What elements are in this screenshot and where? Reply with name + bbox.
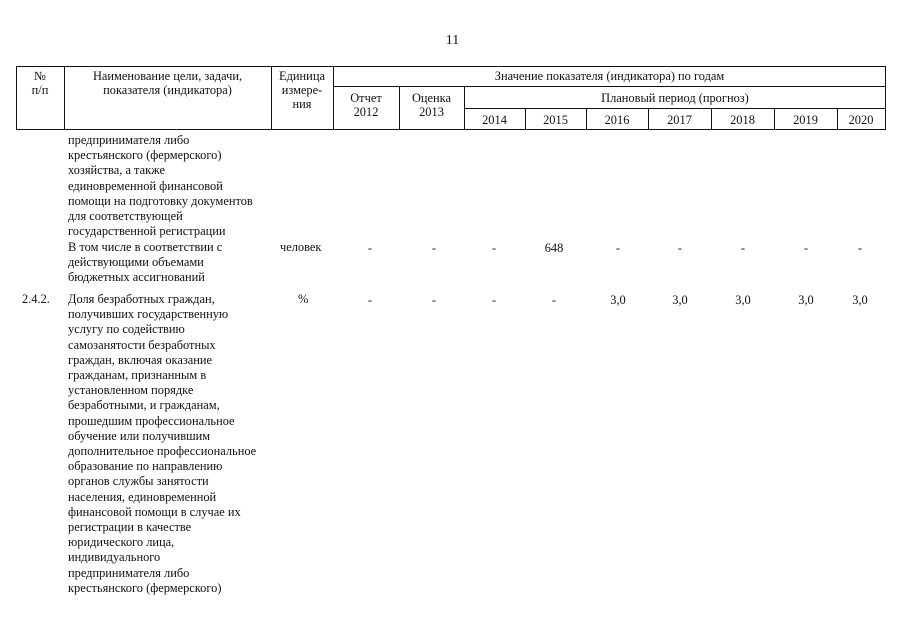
row-name-subtotal: В том числе в соответствии с действующими объемами бюджетных ассигнований bbox=[68, 240, 223, 285]
row-value-2013: - bbox=[431, 241, 437, 255]
row-value-2018: - bbox=[740, 241, 746, 255]
page-number: 11 bbox=[445, 33, 460, 48]
row-value-2019: - bbox=[803, 241, 809, 255]
header-report: Отчет 2012 bbox=[350, 91, 382, 119]
row-value-2014: - bbox=[491, 241, 497, 255]
row-value-2017: - bbox=[677, 241, 683, 255]
row-number: 2.4.2. bbox=[22, 292, 50, 306]
row-value-2016: 3,0 bbox=[610, 293, 626, 307]
row-value-2016: - bbox=[615, 241, 621, 255]
row-value-2014: - bbox=[491, 293, 497, 307]
header-values: Значение показателя (индикатора) по годам bbox=[494, 69, 725, 83]
header-plan: Плановый период (прогноз) bbox=[601, 91, 749, 105]
row-value-2018: 3,0 bbox=[735, 293, 751, 307]
row-name-continuation: предпринимателя либо крестьянского (фермерского) хозяйства, а также единовременной финансовой помощи на подготовку документов для соответствующей государственной регистрации bbox=[68, 133, 253, 239]
row-value-2015: 648 bbox=[544, 241, 564, 255]
header-year: 2017 bbox=[667, 113, 692, 127]
row-value-2013: - bbox=[431, 293, 437, 307]
header-year: 2018 bbox=[730, 113, 755, 127]
header-year: 2014 bbox=[482, 113, 507, 127]
row-value-2012: - bbox=[367, 241, 373, 255]
header-year: 2020 bbox=[848, 113, 874, 127]
row-value-2015: - bbox=[551, 293, 557, 307]
header-estimate: Оценка 2013 bbox=[411, 91, 452, 119]
row-value-2019: 3,0 bbox=[798, 293, 814, 307]
header-name: Наименование цели, задачи, показателя (индикатора) bbox=[92, 69, 243, 97]
table-header bbox=[16, 66, 886, 130]
header-unit: Единица измере- ния bbox=[279, 69, 325, 111]
row-unit: % bbox=[298, 292, 309, 306]
header-year: 2015 bbox=[543, 113, 568, 127]
header-year: 2016 bbox=[604, 113, 630, 127]
header-year: 2019 bbox=[793, 113, 818, 127]
row-value-2012: - bbox=[367, 293, 373, 307]
row-value-2020: 3,0 bbox=[852, 293, 868, 307]
row-value-2017: 3,0 bbox=[672, 293, 688, 307]
header-number: № п/п bbox=[31, 69, 49, 97]
row-value-2020: - bbox=[857, 241, 863, 255]
row-unit: человек bbox=[280, 240, 322, 254]
row-name-indicator: Доля безработных граждан, получивших государственную услугу по содействию самозанятости безработных граждан, включая оказание гражданам, признанным в установленном порядке безработными, и гражданам, прошедшим профессиональное обучение или получившим дополнительное профессиональное образование по направлению органов службы занятости населения, единовременной финансовой помощи в случае их регистрации в качестве юридического лица, индивидуального предпринимателя либо крестьянского (фермерского) bbox=[68, 292, 257, 595]
